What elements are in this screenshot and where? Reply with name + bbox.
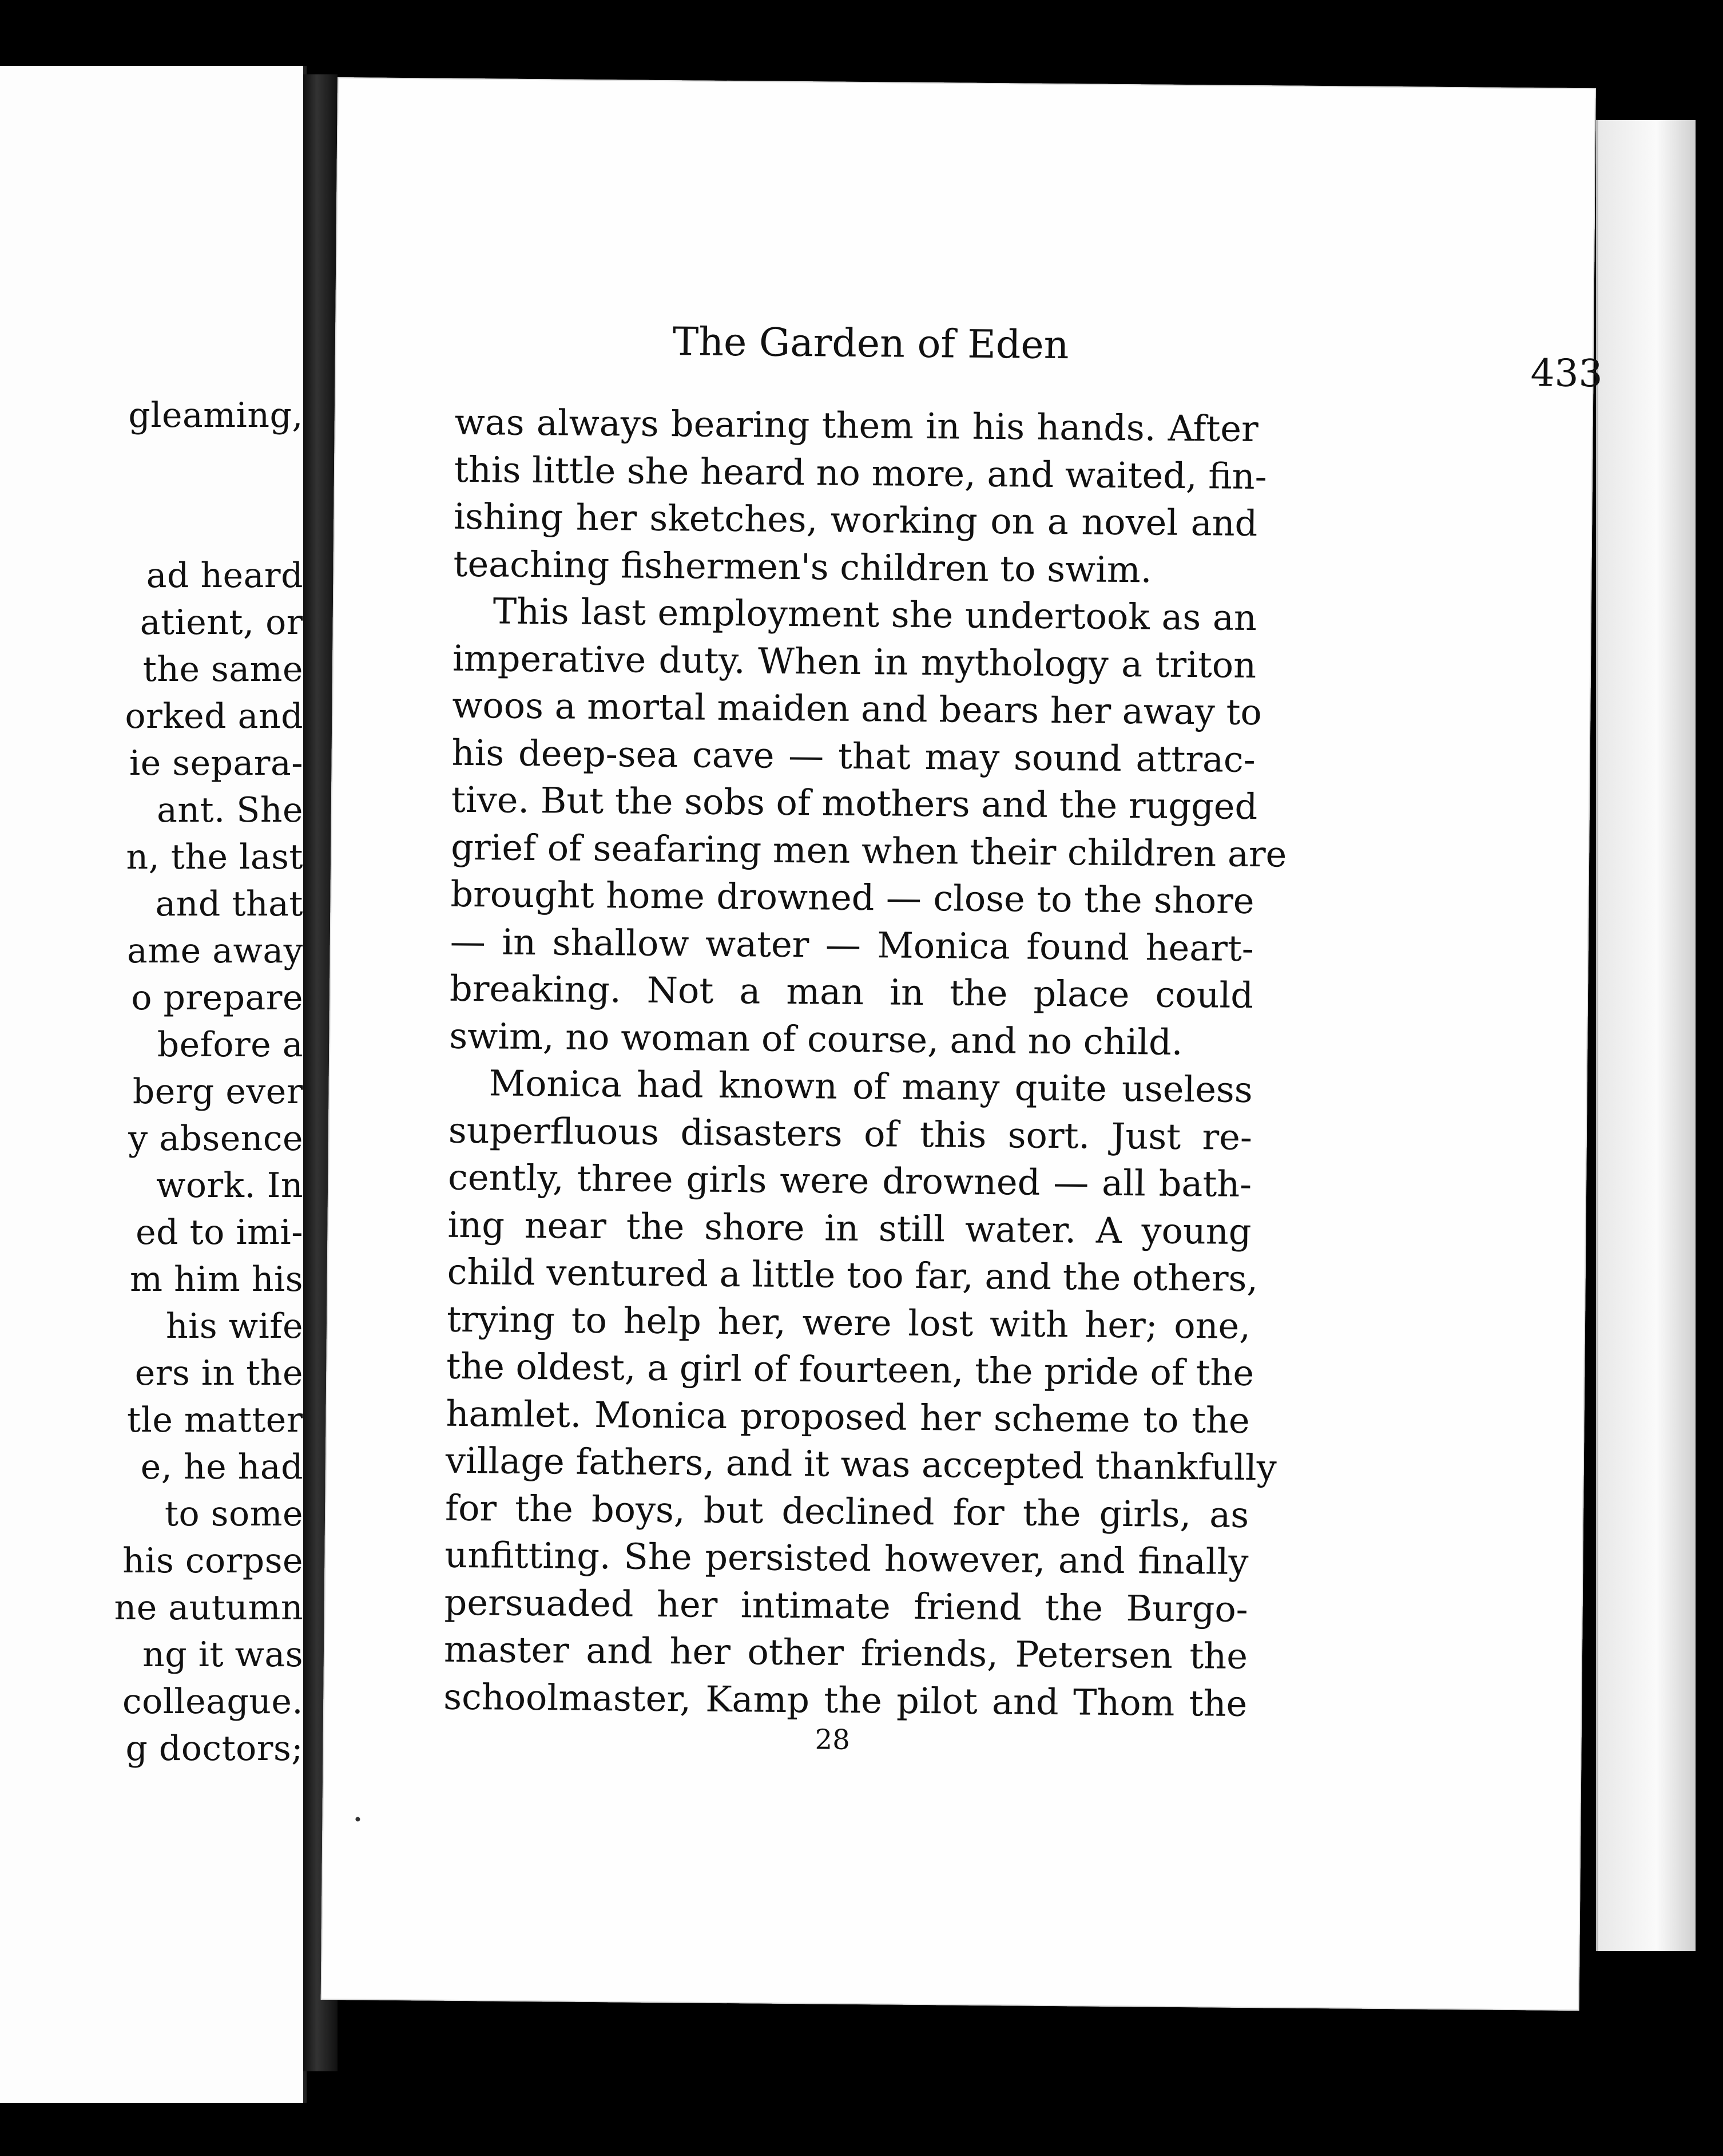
text-line: Monica had known of many quite useless bbox=[489, 1062, 1253, 1111]
text-line: grief of seafaring men when their children are bbox=[450, 826, 1287, 875]
text-line: swim, no woman of course, and no child. bbox=[449, 1014, 1183, 1063]
text-line: hamlet. Monica proposed her scheme to the bbox=[446, 1392, 1250, 1441]
text-line: This last employment she undertook as an bbox=[493, 590, 1257, 639]
page-number: 433 bbox=[1530, 351, 1603, 396]
page-edge bbox=[1596, 120, 1696, 1951]
text-line: cently, three girls were drowned — all bath- bbox=[447, 1156, 1252, 1206]
left-line: the same bbox=[142, 649, 303, 689]
text-line: persuaded her intimate friend the Burgo- bbox=[444, 1581, 1249, 1630]
body-text bbox=[443, 399, 1287, 1727]
text-line: ishing her sketches, working on a novel and bbox=[453, 495, 1258, 545]
text-line: schoolmaster, Kamp the pilot and Thom the bbox=[443, 1675, 1248, 1725]
right-page bbox=[321, 77, 1603, 2011]
left-line: ame away bbox=[126, 931, 303, 971]
left-line: ad heard bbox=[146, 556, 303, 596]
text-line: tive. But the sobs of mothers and the rugged bbox=[451, 778, 1258, 828]
text-line: unfitting. She persisted however, and finally bbox=[444, 1533, 1249, 1583]
text-line: brought home drowned — close to the shore bbox=[450, 873, 1254, 922]
text-line: — in shallow water — Monica found heart- bbox=[450, 920, 1254, 969]
text-line: superfluous disasters of this sort. Just re- bbox=[448, 1109, 1253, 1158]
text-line: imperative duty. When in mythology a triton bbox=[452, 637, 1257, 686]
left-line: ers in the bbox=[134, 1353, 303, 1393]
text-line: for the boys, but declined for the girls, as bbox=[444, 1487, 1249, 1536]
left-line: o prepare bbox=[131, 978, 303, 1018]
left-line: his corpse bbox=[122, 1541, 303, 1581]
left-line: before a bbox=[157, 1025, 303, 1065]
left-line: colleague. bbox=[122, 1682, 303, 1722]
left-line: to some bbox=[164, 1494, 303, 1534]
text-line: child ventured a little too far, and the others, bbox=[447, 1250, 1258, 1300]
text-line: teaching fishermen's children to swim. bbox=[453, 542, 1152, 590]
left-line: atient, or bbox=[140, 603, 303, 643]
left-line: e, he had bbox=[140, 1447, 303, 1487]
left-line: m him his bbox=[130, 1259, 303, 1299]
text-line: woos a mortal maiden and bears her away to bbox=[452, 684, 1263, 734]
text-line: ing near the shore in still water. A young bbox=[447, 1203, 1252, 1253]
text-line: this little she heard no more, and waited, fin- bbox=[454, 448, 1267, 497]
left-line: y absence bbox=[128, 1119, 303, 1159]
left-line: ed to imi- bbox=[136, 1212, 303, 1253]
text-line: village fathers, and it was accepted thankfully bbox=[445, 1439, 1277, 1489]
left-page bbox=[0, 66, 307, 2103]
text-line: breaking. Not a man in the place could bbox=[449, 967, 1254, 1017]
text-line: master and her other friends, Petersen the bbox=[443, 1628, 1248, 1677]
left-line: orked and bbox=[125, 696, 303, 736]
text-line: trying to help her, were lost with her; one, bbox=[446, 1298, 1251, 1347]
signature-mark: 28 bbox=[815, 1723, 850, 1756]
text-line: was always bearing them in his hands. After bbox=[454, 401, 1259, 450]
left-line: ant. She bbox=[157, 790, 303, 830]
left-line: ie separa- bbox=[129, 743, 303, 783]
text-line: the oldest, a girl of fourteen, the pride of the bbox=[446, 1345, 1254, 1394]
left-line: berg ever bbox=[132, 1072, 303, 1112]
left-line: tle matter bbox=[127, 1400, 303, 1440]
running-head: The Garden of Eden bbox=[672, 319, 1069, 368]
ink-speck bbox=[355, 1817, 360, 1821]
left-line: work. In bbox=[156, 1166, 303, 1206]
left-line: gleaming, bbox=[128, 395, 303, 435]
text-line: his deep-sea cave — that may sound attrac- bbox=[451, 731, 1256, 780]
left-line: n, the last bbox=[126, 837, 303, 877]
left-line: ng it was bbox=[142, 1635, 303, 1675]
left-line: ne autumn bbox=[114, 1588, 303, 1628]
left-line: and that bbox=[155, 884, 303, 924]
left-line: his wife bbox=[166, 1306, 303, 1346]
left-line: g doctors; bbox=[125, 1729, 303, 1769]
